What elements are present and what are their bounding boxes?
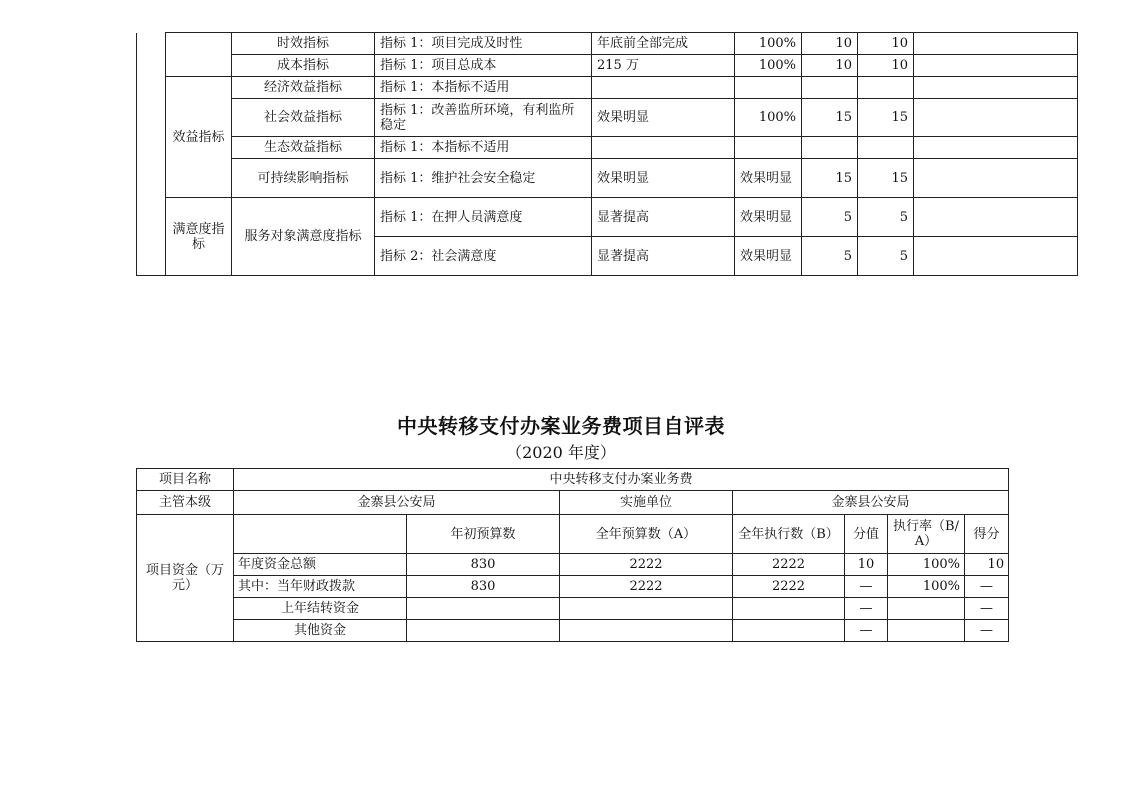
actual-value: 效果明显: [735, 159, 802, 198]
indicator-item: 指标 1：本指标不适用: [375, 77, 592, 99]
remark-cell: [914, 237, 1078, 276]
funds-label: 项目资金（万元）: [137, 515, 234, 642]
remark-cell: [914, 55, 1078, 77]
score-value: 10: [858, 33, 914, 55]
target-value: 显著提高: [592, 237, 735, 276]
row-label: 其他资金: [234, 620, 407, 642]
weight-value: —: [845, 598, 888, 620]
weight-value: 5: [802, 198, 858, 237]
weight-value: —: [845, 576, 888, 598]
indicator-item: 指标 1：项目总成本: [375, 55, 592, 77]
indicator-name: 社会效益指标: [232, 99, 375, 137]
indicator-name: 成本指标: [232, 55, 375, 77]
table-row: [137, 515, 1009, 554]
form-title: 中央转移支付办案业务费项目自评表: [397, 414, 725, 438]
remark-cell: [914, 159, 1078, 198]
table-row: [137, 491, 1009, 515]
weight-value: 10: [845, 554, 888, 576]
header-weight: 分值: [845, 515, 888, 554]
table-row: [137, 576, 1009, 598]
actual-value: 效果明显: [735, 237, 802, 276]
header-rate: 执行率（B/A）: [888, 515, 965, 554]
weight-value: 10: [802, 33, 858, 55]
indicator-name: 时效指标: [232, 33, 375, 55]
target-value: 显著提高: [592, 198, 735, 237]
annual-value: 2222: [560, 554, 733, 576]
table-row: [137, 77, 1078, 99]
weight-value: 10: [802, 55, 858, 77]
target-value: 年底前全部完成: [592, 33, 735, 55]
indicator-name: 可持续影响指标: [232, 159, 375, 198]
score-value: 15: [858, 99, 914, 137]
indicator-item: 指标 1：在押人员满意度: [375, 198, 592, 237]
remark-cell: [914, 198, 1078, 237]
target-value: 215 万: [592, 55, 735, 77]
row-label: 上年结转资金: [234, 598, 407, 620]
weight-value: 15: [802, 99, 858, 137]
row-label: 其中：当年财政拨款: [234, 576, 407, 598]
score-value: 10: [965, 554, 1009, 576]
project-funds-table: [136, 468, 1009, 642]
target-value: 效果明显: [592, 159, 735, 198]
outer-category-cell: [137, 33, 166, 276]
impl-value: 金寨县公安局: [733, 491, 1009, 515]
table-row: [137, 137, 1078, 159]
actual-value: 100%: [735, 33, 802, 55]
table-row: [137, 469, 1009, 491]
indicator-item: 指标 1：改善监所环境，有利监所稳定: [375, 99, 592, 137]
dept-label: 主管本级: [137, 491, 234, 515]
actual-value: 100%: [735, 55, 802, 77]
indicator-name: 生态效益指标: [232, 137, 375, 159]
header-executed: 全年执行数（B）: [733, 515, 845, 554]
rate-value: 100%: [888, 554, 965, 576]
satisfaction-category-cell: 满意度指标: [166, 198, 232, 276]
output-category-cell: [166, 33, 232, 77]
indicator-item: 指标 1：维护社会安全稳定: [375, 159, 592, 198]
table-row: [137, 554, 1009, 576]
score-value: 15: [858, 159, 914, 198]
table-row: [137, 198, 1078, 237]
indicator-name: 服务对象满意度指标: [232, 198, 375, 276]
annual-value: 2222: [560, 576, 733, 598]
remark-cell: [914, 99, 1078, 137]
header-initial: 年初预算数: [407, 515, 560, 554]
project-name-label: 项目名称: [137, 469, 234, 491]
score-value: 10: [858, 55, 914, 77]
table-row: [137, 159, 1078, 198]
indicator-item: 指标 1：本指标不适用: [375, 137, 592, 159]
remark-cell: [914, 137, 1078, 159]
actual-value: 效果明显: [735, 198, 802, 237]
header-annual: 全年预算数（A）: [560, 515, 733, 554]
score-value: —: [965, 620, 1009, 642]
score-value: 5: [858, 198, 914, 237]
weight-value: —: [845, 620, 888, 642]
remark-cell: [914, 33, 1078, 55]
weight-value: 5: [802, 237, 858, 276]
weight-value: 15: [802, 159, 858, 198]
indicator-name: 经济效益指标: [232, 77, 375, 99]
score-value: —: [965, 598, 1009, 620]
score-value: —: [965, 576, 1009, 598]
initial-value: 830: [407, 554, 560, 576]
project-name-value: 中央转移支付办案业务费: [234, 469, 1009, 491]
dept-value: 金寨县公安局: [234, 491, 560, 515]
benefit-category-cell: 效益指标: [166, 77, 232, 198]
table-row: [137, 99, 1078, 137]
table-row: [137, 55, 1078, 77]
indicator-item: 指标 1：项目完成及时性: [375, 33, 592, 55]
remark-cell: [914, 77, 1078, 99]
indicator-item: 指标 2：社会满意度: [375, 237, 592, 276]
table-row: [137, 598, 1009, 620]
executed-value: 2222: [733, 576, 845, 598]
form-subtitle: （2020 年度）: [506, 443, 616, 462]
impl-label: 实施单位: [560, 491, 733, 515]
table-row: [137, 33, 1078, 55]
header-score: 得分: [965, 515, 1009, 554]
actual-value: 100%: [735, 99, 802, 137]
performance-indicator-table: [136, 32, 1078, 276]
table-row: [137, 620, 1009, 642]
executed-value: 2222: [733, 554, 845, 576]
score-value: 5: [858, 237, 914, 276]
initial-value: 830: [407, 576, 560, 598]
target-value: 效果明显: [592, 99, 735, 137]
row-label: 年度资金总额: [234, 554, 407, 576]
rate-value: 100%: [888, 576, 965, 598]
